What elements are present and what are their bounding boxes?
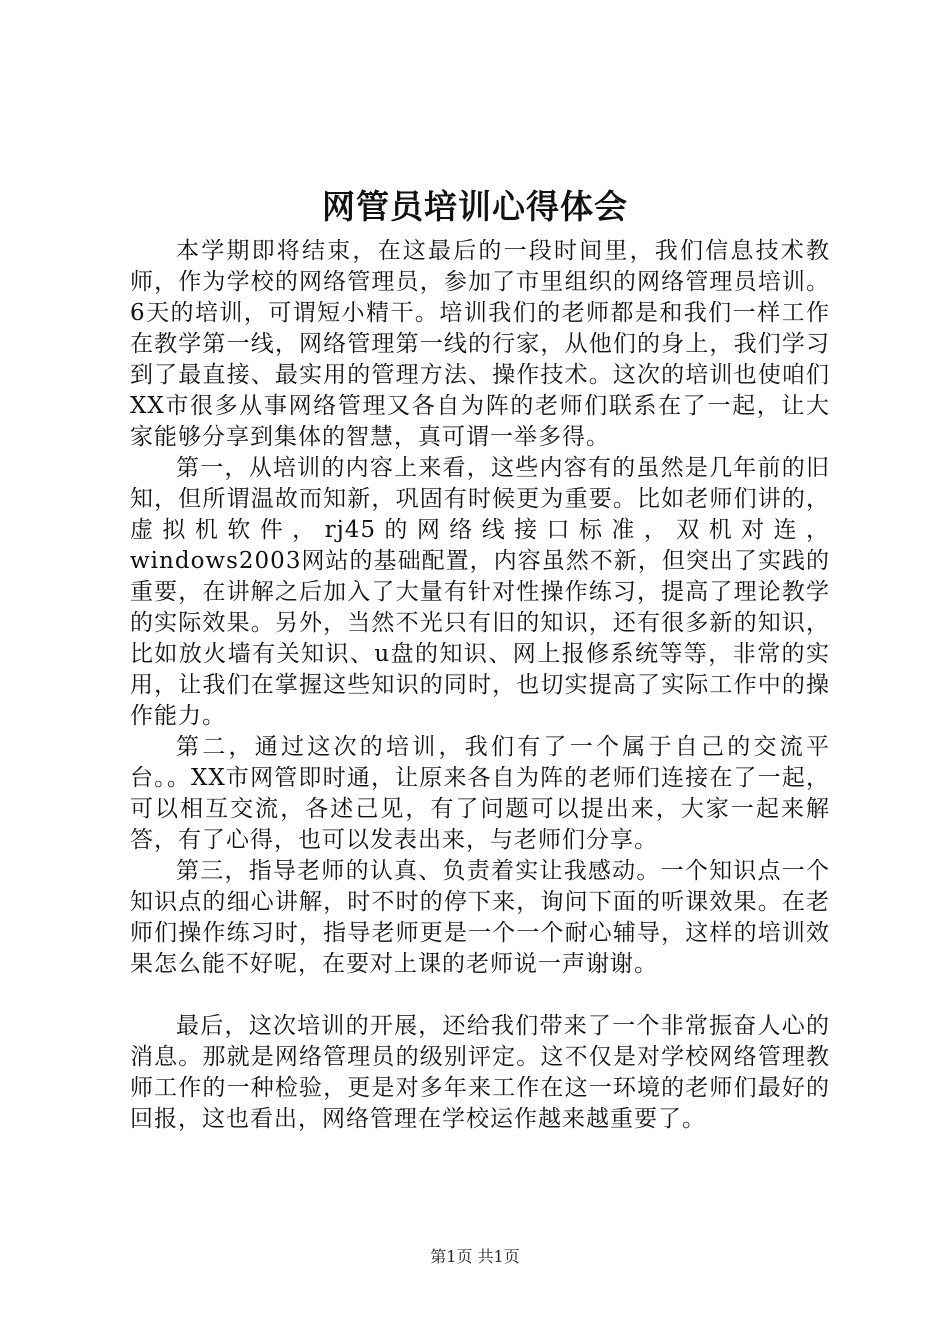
page-number-footer: 第1页 共1页 [430,1247,520,1266]
paragraph-conclusion: 最后，这次培训的开展，还给我们带来了一个非常振奋人心的消息。那就是网络管理员的级别评定。这不仅是对学校网络管理教师工作的一种检验，更是对多年来工作在这一环境的老师们最好的回报，这也看出，网络管理在学校运作越来越重要了。 [130,1013,830,1132]
paragraph-third-point: 第三，指导老师的认真、负责着实让我感动。一个知识点一个知识点的细心讲解，时不时的停下来，询问下面的听课效果。在老师们操作练习时，指导老师更是一个一个耐心辅导，这样的培训效果怎么能不好呢，在要对上课的老师说一声谢谢。 [130,858,830,977]
paragraph-first-point: 第一，从培训的内容上来看，这些内容有的虽然是几年前的旧知，但所谓温故而知新，巩固有时候更为重要。比如老师们讲的，虚拟机软件，rj45的网络线接口标准，双机对连，windows2003网站的基础配置，内容虽然不新，但突出了实践的重要，在讲解之后加入了大量有针对性操作练习，提高了理论教学的实际效果。另外，当然不光只有旧的知识，还有很多新的知识，比如放火墙有关知识、u盘的知识、网上报修系统等等，非常的实用，让我们在掌握这些知识的同时，也切实提高了实际工作中的操作能力。 [130,455,830,729]
paragraph-second-point: 第二，通过这次的培训，我们有了一个属于自己的交流平台。。XX市网管即时通，让原来各自为阵的老师们连接在了一起，可以相互交流，各述己见，有了问题可以提出来，大家一起来解答，有了心得，也可以发表出来，与老师们分享。 [130,734,830,853]
document-body [130,236,830,1135]
document-title: 网管员培训心得体会 [322,187,628,226]
paragraph-intro: 本学期即将结束，在这最后的一段时间里，我们信息技术教师，作为学校的网络管理员，参加了市里组织的网络管理员培训。6天的培训，可谓短小精干。培训我们的老师都是和我们一样工作在教学第一线，网络管理第一线的行家，从他们的身上，我们学习到了最直接、最实用的管理方法、操作技术。这次的培训也使咱们XX市很多从事网络管理又各自为阵的老师们联系在了一起，让大家能够分享到集体的智慧，真可谓一举多得。 [130,238,830,450]
